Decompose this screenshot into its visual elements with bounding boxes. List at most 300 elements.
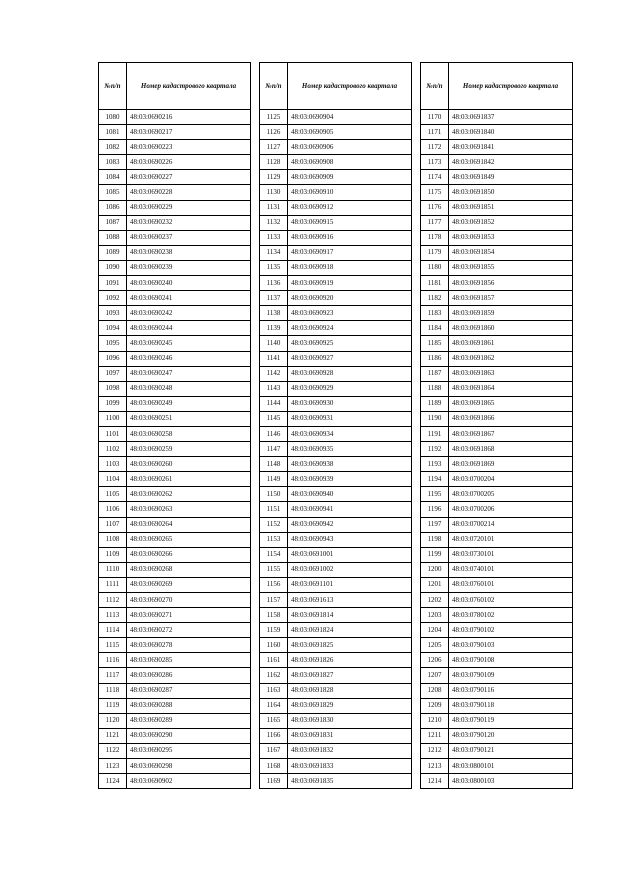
cadastral-code: 48:03:0691867	[449, 426, 573, 441]
cadastral-code: 48:03:0691856	[449, 276, 573, 291]
table-row	[421, 291, 573, 306]
table-row	[421, 683, 573, 698]
table-row	[260, 653, 412, 668]
table-row	[260, 245, 412, 260]
row-number: 1129	[260, 170, 288, 185]
cadastral-code: 48:03:0790103	[449, 638, 573, 653]
row-number: 1187	[421, 366, 449, 381]
table-row	[99, 200, 251, 215]
table-row	[99, 351, 251, 366]
cadastral-code: 48:03:0691860	[449, 321, 573, 336]
row-number: 1116	[99, 653, 127, 668]
table-row	[421, 562, 573, 577]
row-number: 1154	[260, 547, 288, 562]
table-row	[260, 743, 412, 758]
row-number: 1087	[99, 215, 127, 230]
cadastral-code: 48:03:0690289	[127, 713, 251, 728]
table-row	[421, 653, 573, 668]
row-number: 1094	[99, 321, 127, 336]
row-number: 1206	[421, 653, 449, 668]
row-number: 1188	[421, 381, 449, 396]
header-num: №п/п	[421, 63, 449, 110]
cadastral-code: 48:03:0800101	[449, 759, 573, 774]
row-number: 1202	[421, 593, 449, 608]
row-number: 1195	[421, 487, 449, 502]
row-number: 1143	[260, 381, 288, 396]
row-number: 1128	[260, 155, 288, 170]
row-number: 1135	[260, 260, 288, 275]
table-row	[99, 306, 251, 321]
cadastral-code: 48:03:0690915	[288, 215, 412, 230]
table-row	[99, 593, 251, 608]
row-number: 1174	[421, 170, 449, 185]
cadastral-code: 48:03:0690906	[288, 140, 412, 155]
table-row	[99, 457, 251, 472]
cadastral-code: 48:03:0691002	[288, 562, 412, 577]
cadastral-code: 48:03:0700205	[449, 487, 573, 502]
table-row	[99, 366, 251, 381]
table-row	[260, 381, 412, 396]
row-number: 1142	[260, 366, 288, 381]
table-row	[421, 321, 573, 336]
row-number: 1182	[421, 291, 449, 306]
row-number: 1144	[260, 396, 288, 411]
table-body	[421, 110, 573, 789]
cadastral-code: 48:03:0690943	[288, 532, 412, 547]
table-row	[260, 260, 412, 275]
table-header-row	[99, 63, 251, 110]
table-row	[421, 170, 573, 185]
cadastral-code: 48:03:0690258	[127, 426, 251, 441]
row-number: 1211	[421, 728, 449, 743]
row-number: 1155	[260, 562, 288, 577]
table-row	[99, 713, 251, 728]
table-row	[260, 110, 412, 125]
table-row	[99, 321, 251, 336]
table-body	[99, 110, 251, 789]
cadastral-code: 48:03:0691853	[449, 230, 573, 245]
row-number: 1092	[99, 291, 127, 306]
row-number: 1126	[260, 125, 288, 140]
table-row	[99, 562, 251, 577]
row-number: 1183	[421, 306, 449, 321]
header-code: Номер кадастрового квартала	[288, 63, 412, 110]
row-number: 1181	[421, 276, 449, 291]
cadastral-code: 48:03:0690229	[127, 200, 251, 215]
row-number: 1136	[260, 276, 288, 291]
row-number: 1151	[260, 502, 288, 517]
cadastral-code: 48:03:0690940	[288, 487, 412, 502]
row-number: 1102	[99, 442, 127, 457]
cadastral-code: 48:03:0691850	[449, 185, 573, 200]
row-number: 1213	[421, 759, 449, 774]
row-number: 1086	[99, 200, 127, 215]
cadastral-code: 48:03:0691857	[449, 291, 573, 306]
row-number: 1192	[421, 442, 449, 457]
cadastral-code: 48:03:0691824	[288, 623, 412, 638]
cadastral-code: 48:03:0690262	[127, 487, 251, 502]
cadastral-code: 48:03:0690232	[127, 215, 251, 230]
cadastral-code: 48:03:0790116	[449, 683, 573, 698]
cadastral-code: 48:03:0690248	[127, 381, 251, 396]
header-num: №п/п	[99, 63, 127, 110]
cadastral-code: 48:03:0690251	[127, 411, 251, 426]
table-row	[421, 140, 573, 155]
cadastral-code: 48:03:0690263	[127, 502, 251, 517]
table-row	[99, 517, 251, 532]
header-code: Номер кадастрового квартала	[127, 63, 251, 110]
row-number: 1083	[99, 155, 127, 170]
cadastral-code: 48:03:0690927	[288, 351, 412, 366]
cadastral-code: 48:03:0690917	[288, 245, 412, 260]
table-row	[260, 215, 412, 230]
row-number: 1150	[260, 487, 288, 502]
cadastral-code: 48:03:0691832	[288, 743, 412, 758]
cadastral-code: 48:03:0690249	[127, 396, 251, 411]
cadastral-code: 48:03:0691861	[449, 336, 573, 351]
table-row	[260, 366, 412, 381]
table-row	[99, 291, 251, 306]
row-number: 1127	[260, 140, 288, 155]
cadastral-code: 48:03:0690217	[127, 125, 251, 140]
cadastral-code: 48:03:0740101	[449, 562, 573, 577]
table-row	[99, 759, 251, 774]
table-row	[421, 668, 573, 683]
table-row	[99, 140, 251, 155]
row-number: 1193	[421, 457, 449, 472]
cadastral-code: 48:03:0691863	[449, 366, 573, 381]
cadastral-code: 48:03:0690237	[127, 230, 251, 245]
row-number: 1120	[99, 713, 127, 728]
cadastral-code: 48:03:0690285	[127, 653, 251, 668]
row-number: 1140	[260, 336, 288, 351]
table-row	[421, 110, 573, 125]
table-row	[99, 245, 251, 260]
table-row	[260, 155, 412, 170]
table-row	[421, 517, 573, 532]
table-row	[99, 215, 251, 230]
table-row	[260, 472, 412, 487]
row-number: 1132	[260, 215, 288, 230]
cadastral-code: 48:03:0691854	[449, 245, 573, 260]
row-number: 1141	[260, 351, 288, 366]
table-row	[260, 291, 412, 306]
cadastral-code: 48:03:0690240	[127, 276, 251, 291]
row-number: 1198	[421, 532, 449, 547]
row-number: 1179	[421, 245, 449, 260]
cadastral-code: 48:03:0690266	[127, 547, 251, 562]
cadastral-code: 48:03:0690923	[288, 306, 412, 321]
row-number: 1130	[260, 185, 288, 200]
cadastral-code: 48:03:0690272	[127, 623, 251, 638]
cadastral-code: 48:03:0690228	[127, 185, 251, 200]
cadastral-code: 48:03:0691842	[449, 155, 573, 170]
cadastral-code: 48:03:0720101	[449, 532, 573, 547]
table-row	[260, 728, 412, 743]
cadastral-code: 48:03:0790108	[449, 653, 573, 668]
row-number: 1134	[260, 245, 288, 260]
cadastral-code: 48:03:0690924	[288, 321, 412, 336]
table-row	[421, 215, 573, 230]
row-number: 1121	[99, 728, 127, 743]
row-number: 1095	[99, 336, 127, 351]
table-row	[99, 623, 251, 638]
table-row	[260, 230, 412, 245]
row-number: 1081	[99, 125, 127, 140]
table-row	[99, 683, 251, 698]
table-row	[99, 728, 251, 743]
cadastral-code: 48:03:0691851	[449, 200, 573, 215]
row-number: 1101	[99, 426, 127, 441]
row-number: 1146	[260, 426, 288, 441]
table-row	[260, 442, 412, 457]
cadastral-code: 48:03:0690902	[127, 774, 251, 789]
table-row	[421, 743, 573, 758]
cadastral-code: 48:03:0690288	[127, 698, 251, 713]
cadastral-code: 48:03:0700204	[449, 472, 573, 487]
table-row	[99, 547, 251, 562]
row-number: 1145	[260, 411, 288, 426]
row-number: 1133	[260, 230, 288, 245]
table-row	[260, 276, 412, 291]
cadastral-code: 48:03:0690912	[288, 200, 412, 215]
table-row	[421, 728, 573, 743]
cadastral-code: 48:03:0690942	[288, 517, 412, 532]
cadastral-code: 48:03:0690269	[127, 577, 251, 592]
cadastral-code: 48:03:0780102	[449, 608, 573, 623]
cadastral-code: 48:03:0690904	[288, 110, 412, 125]
cadastral-code: 48:03:0691825	[288, 638, 412, 653]
table-row	[99, 426, 251, 441]
cadastral-code: 48:03:0690241	[127, 291, 251, 306]
cadastral-code: 48:03:0790119	[449, 713, 573, 728]
table-row	[260, 532, 412, 547]
cadastral-code: 48:03:0690287	[127, 683, 251, 698]
row-number: 1119	[99, 698, 127, 713]
table-row	[421, 457, 573, 472]
cadastral-table-2	[259, 62, 412, 789]
row-number: 1138	[260, 306, 288, 321]
cadastral-code: 48:03:0690242	[127, 306, 251, 321]
table-row	[421, 472, 573, 487]
row-number: 1204	[421, 623, 449, 638]
table-row	[421, 502, 573, 517]
row-number: 1178	[421, 230, 449, 245]
table-row	[99, 472, 251, 487]
table-row	[99, 276, 251, 291]
row-number: 1160	[260, 638, 288, 653]
row-number: 1210	[421, 713, 449, 728]
row-number: 1176	[421, 200, 449, 215]
cadastral-code: 48:03:0690286	[127, 668, 251, 683]
cadastral-code: 48:03:0690238	[127, 245, 251, 260]
cadastral-code: 48:03:0691852	[449, 215, 573, 230]
table-row	[260, 185, 412, 200]
table-row	[421, 547, 573, 562]
table-row	[260, 396, 412, 411]
table-row	[99, 155, 251, 170]
table-row	[260, 593, 412, 608]
table-row	[99, 653, 251, 668]
cadastral-code: 48:03:0691855	[449, 260, 573, 275]
table-row	[99, 230, 251, 245]
table-row	[421, 638, 573, 653]
cadastral-code: 48:03:0700206	[449, 502, 573, 517]
table-row	[421, 593, 573, 608]
row-number: 1167	[260, 743, 288, 758]
cadastral-code: 48:03:0690265	[127, 532, 251, 547]
table-row	[421, 230, 573, 245]
row-number: 1147	[260, 442, 288, 457]
row-number: 1113	[99, 608, 127, 623]
row-number: 1118	[99, 683, 127, 698]
table-row	[260, 713, 412, 728]
cadastral-code: 48:03:0690264	[127, 517, 251, 532]
cadastral-code: 48:03:0790109	[449, 668, 573, 683]
row-number: 1114	[99, 623, 127, 638]
table-row	[260, 321, 412, 336]
row-number: 1110	[99, 562, 127, 577]
cadastral-code: 48:03:0691862	[449, 351, 573, 366]
row-number: 1098	[99, 381, 127, 396]
row-number: 1209	[421, 698, 449, 713]
row-number: 1158	[260, 608, 288, 623]
table-row	[421, 276, 573, 291]
table-row	[99, 532, 251, 547]
cadastral-code: 48:03:0690227	[127, 170, 251, 185]
row-number: 1093	[99, 306, 127, 321]
row-number: 1137	[260, 291, 288, 306]
row-number: 1185	[421, 336, 449, 351]
cadastral-code: 48:03:0690270	[127, 593, 251, 608]
cadastral-code: 48:03:0690938	[288, 457, 412, 472]
table-row	[421, 306, 573, 321]
cadastral-code: 48:03:0760102	[449, 593, 573, 608]
table-row	[260, 774, 412, 789]
row-number: 1149	[260, 472, 288, 487]
table-row	[421, 442, 573, 457]
cadastral-code: 48:03:0690930	[288, 396, 412, 411]
cadastral-code: 48:03:0700214	[449, 517, 573, 532]
table-row	[99, 411, 251, 426]
cadastral-code: 48:03:0690271	[127, 608, 251, 623]
table-row	[99, 577, 251, 592]
row-number: 1201	[421, 577, 449, 592]
row-number: 1096	[99, 351, 127, 366]
table-row	[421, 487, 573, 502]
table-row	[99, 381, 251, 396]
cadastral-code: 48:03:0691828	[288, 683, 412, 698]
table-row	[99, 396, 251, 411]
table-row	[260, 140, 412, 155]
table-row	[260, 457, 412, 472]
header-num: №п/п	[260, 63, 288, 110]
cadastral-code: 48:03:0691831	[288, 728, 412, 743]
row-number: 1175	[421, 185, 449, 200]
table-row	[99, 502, 251, 517]
table-row	[421, 336, 573, 351]
row-number: 1080	[99, 110, 127, 125]
table-row	[421, 532, 573, 547]
table-row	[99, 668, 251, 683]
cadastral-code: 48:03:0690246	[127, 351, 251, 366]
table-row	[260, 608, 412, 623]
row-number: 1214	[421, 774, 449, 789]
table-row	[421, 577, 573, 592]
table-row	[421, 411, 573, 426]
cadastral-code: 48:03:0691833	[288, 759, 412, 774]
cadastral-code: 48:03:0690909	[288, 170, 412, 185]
cadastral-code: 48:03:0790121	[449, 743, 573, 758]
cadastral-code: 48:03:0690259	[127, 442, 251, 457]
row-number: 1180	[421, 260, 449, 275]
row-number: 1106	[99, 502, 127, 517]
cadastral-code: 48:03:0690939	[288, 472, 412, 487]
row-number: 1164	[260, 698, 288, 713]
table-row	[421, 623, 573, 638]
table-row	[260, 125, 412, 140]
row-number: 1091	[99, 276, 127, 291]
cadastral-code: 48:03:0691868	[449, 442, 573, 457]
row-number: 1097	[99, 366, 127, 381]
table-row	[260, 577, 412, 592]
table-row	[260, 517, 412, 532]
row-number: 1125	[260, 110, 288, 125]
cadastral-code: 48:03:0730101	[449, 547, 573, 562]
row-number: 1123	[99, 759, 127, 774]
cadastral-table-3	[420, 62, 573, 789]
row-number: 1089	[99, 245, 127, 260]
row-number: 1100	[99, 411, 127, 426]
cadastral-code: 48:03:0690226	[127, 155, 251, 170]
table-header-row	[421, 63, 573, 110]
cadastral-code: 48:03:0691859	[449, 306, 573, 321]
row-number: 1165	[260, 713, 288, 728]
table-row	[421, 396, 573, 411]
cadastral-code: 48:03:0691864	[449, 381, 573, 396]
cadastral-code: 48:03:0800103	[449, 774, 573, 789]
row-number: 1196	[421, 502, 449, 517]
cadastral-code: 48:03:0691840	[449, 125, 573, 140]
row-number: 1166	[260, 728, 288, 743]
table-header-row	[260, 63, 412, 110]
cadastral-code: 48:03:0691866	[449, 411, 573, 426]
row-number: 1191	[421, 426, 449, 441]
row-number: 1205	[421, 638, 449, 653]
table-row	[99, 185, 251, 200]
cadastral-code: 48:03:0691827	[288, 668, 412, 683]
row-number: 1099	[99, 396, 127, 411]
table-row	[421, 381, 573, 396]
table-row	[260, 351, 412, 366]
cadastral-code: 48:03:0690278	[127, 638, 251, 653]
table-row	[99, 170, 251, 185]
table-row	[99, 743, 251, 758]
row-number: 1208	[421, 683, 449, 698]
cadastral-code: 48:03:0690925	[288, 336, 412, 351]
table-row	[421, 774, 573, 789]
row-number: 1090	[99, 260, 127, 275]
table-row	[421, 713, 573, 728]
row-number: 1117	[99, 668, 127, 683]
cadastral-code: 48:03:0690239	[127, 260, 251, 275]
row-number: 1168	[260, 759, 288, 774]
table-row	[260, 683, 412, 698]
table-row	[260, 623, 412, 638]
row-number: 1162	[260, 668, 288, 683]
cadastral-code: 48:03:0691837	[449, 110, 573, 125]
table-row	[260, 200, 412, 215]
